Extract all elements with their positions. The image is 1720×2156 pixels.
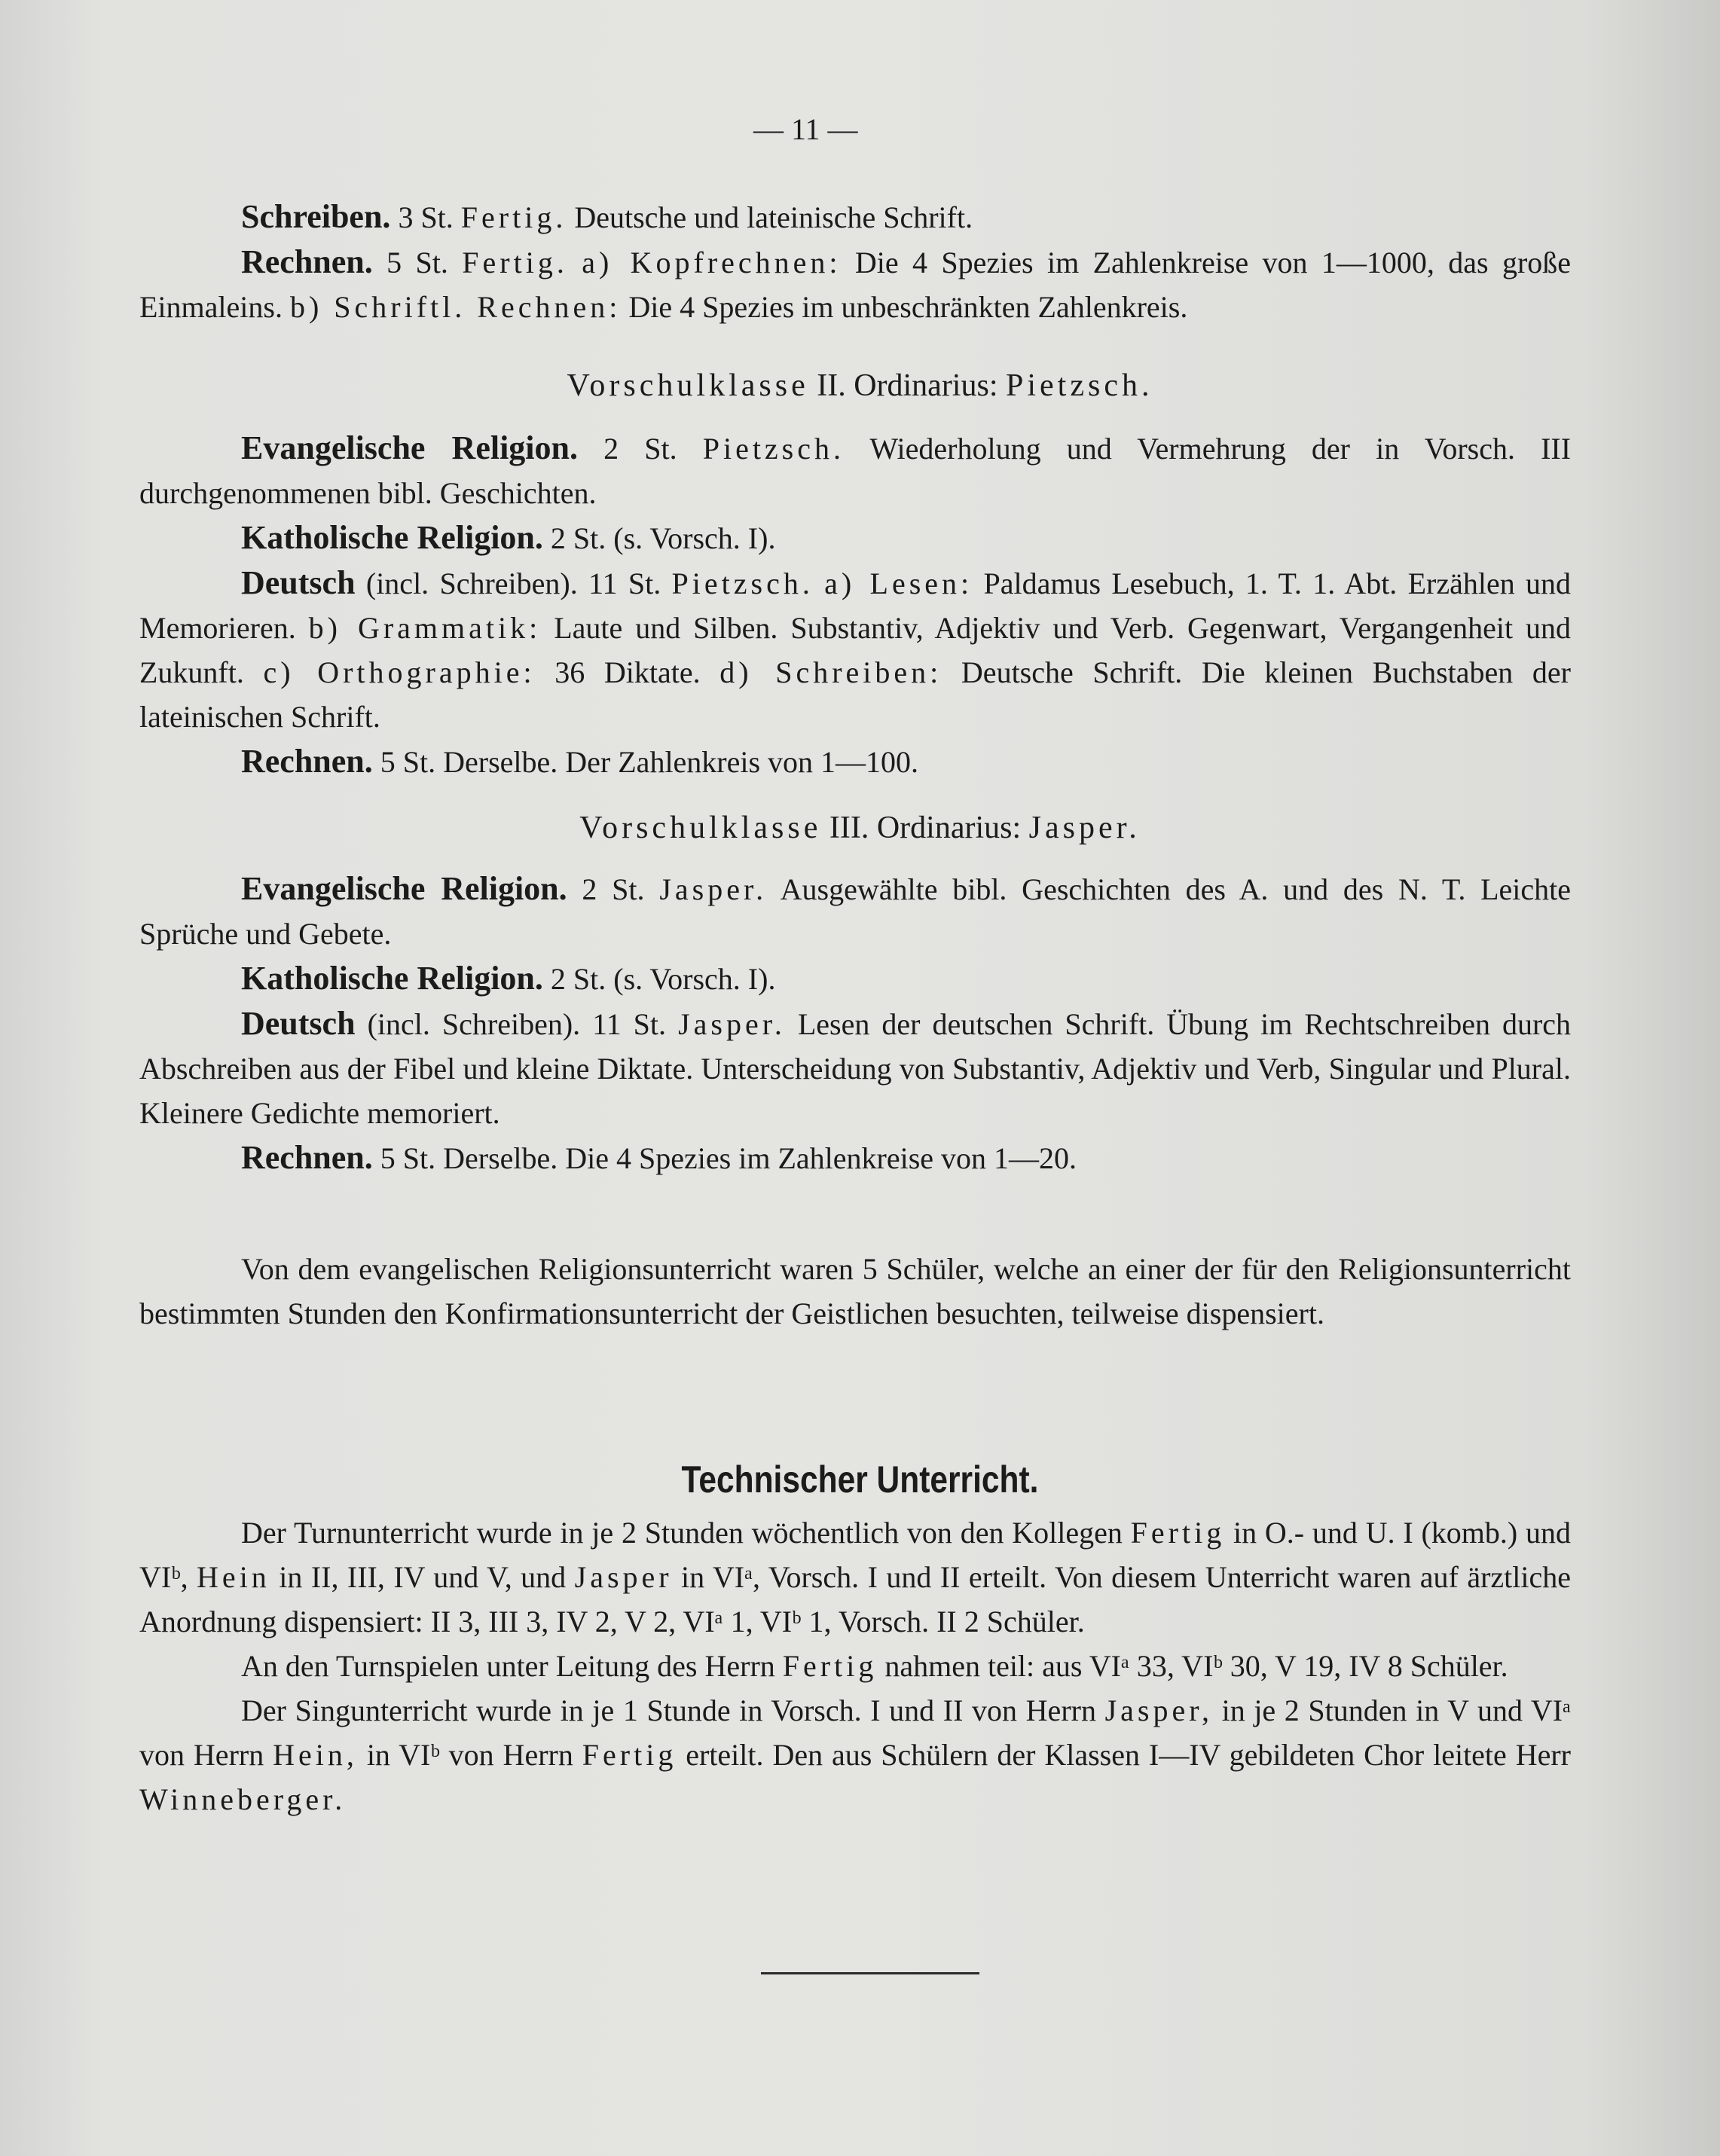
paragraph-deutsch bbox=[139, 560, 1571, 739]
teacher-name: Jasper, bbox=[1104, 1693, 1213, 1727]
paragraph-text: Laute und Silben. Substantiv, Adjektiv und Verb. Gegenwart, Vergangenheit und Zukunft. bbox=[139, 611, 1572, 689]
paragraph-text: Deutsche und lateinische Schrift. bbox=[574, 200, 973, 234]
paragraph-text: 36 Diktate. bbox=[554, 655, 701, 689]
label: b) Grammatik: bbox=[308, 611, 542, 645]
paragraph-text: (incl. Schreiben). 11 St. bbox=[367, 1007, 667, 1041]
paragraph-text: Die 4 Spezies im Zahlenkreise von 1—1000, das große Einmaleins. bbox=[139, 246, 1572, 324]
teacher-name: Hein bbox=[197, 1560, 270, 1594]
paragraph-text: in VIᵇ von Herrn bbox=[366, 1738, 573, 1772]
subject-title: Rechnen. bbox=[241, 1139, 373, 1176]
hours: 2 St. bbox=[603, 432, 677, 466]
page-number: — 11 — bbox=[753, 112, 858, 146]
teacher-name: Fertig bbox=[1130, 1516, 1226, 1550]
paragraph-rechnen bbox=[139, 1135, 1571, 1180]
subject-title: Katholische Religion. bbox=[241, 960, 543, 997]
heading-part: Vorschulklasse bbox=[579, 811, 822, 845]
heading-part: II. Ordinarius: bbox=[817, 368, 998, 403]
paragraph-deutsch bbox=[139, 1001, 1571, 1135]
heading-part: Jasper. bbox=[1028, 811, 1141, 845]
subject-title: Deutsch bbox=[241, 564, 356, 601]
paragraph-text: in II, III, IV und V, und bbox=[279, 1560, 567, 1594]
section-vorschulklasse-3 bbox=[139, 866, 1571, 1180]
paragraph-ev-religion bbox=[139, 426, 1571, 515]
label: b) Schriftl. Rechnen: bbox=[289, 290, 622, 324]
hours: 3 St. bbox=[398, 200, 454, 234]
heading-vorschulklasse-2 bbox=[0, 368, 1720, 404]
paragraph-text: Deutsche Schrift. Die kleinen Buchstaben der lateinischen Schrift. bbox=[139, 655, 1571, 734]
heading-part: Pietzsch. bbox=[1006, 368, 1153, 403]
label: a) Kopfrechnen: bbox=[582, 246, 842, 279]
paragraph-text: erteilt. Den aus Schülern der Klassen I—IV gebildeten Chor leitete Herr bbox=[686, 1738, 1571, 1772]
paragraph-text: in O.- und U. I (komb.) und VIᵇ, bbox=[139, 1516, 1572, 1594]
paragraph-rechnen bbox=[139, 739, 1571, 784]
teacher-name: Fertig. bbox=[460, 200, 567, 234]
label: c) Orthographie: bbox=[263, 655, 536, 689]
heading-part: III. Ordinarius: bbox=[829, 811, 1022, 845]
section-top bbox=[139, 194, 1571, 329]
subject-title: Evangelische Religion. bbox=[241, 429, 579, 466]
teacher-name: Jasper. bbox=[659, 872, 768, 906]
heading-part: Vorschulklasse bbox=[567, 368, 809, 403]
subject-title: Rechnen. bbox=[241, 743, 373, 780]
closing-rule bbox=[761, 1972, 979, 1974]
paragraph-text: 2 St. (s. Vorsch. I). bbox=[550, 962, 776, 996]
teacher-name: Pietzsch. bbox=[671, 566, 814, 600]
subject-title: Rechnen. bbox=[241, 243, 373, 280]
paragraph-text: in VIᵃ, Vorsch. I und II erteilt. Von diesem Unterricht waren auf ärztliche Anordnung dispensiert: II 3, III 3, IV 2, V 2, VIᵃ 1, VIᵇ 1, Vorsch. II 2 Schüler. bbox=[139, 1560, 1572, 1638]
hours: 5 St. bbox=[386, 246, 448, 279]
teacher-name: Winneberger. bbox=[139, 1782, 347, 1816]
teacher-name: Fertig bbox=[582, 1738, 677, 1772]
teacher-name: Hein, bbox=[273, 1738, 358, 1772]
teacher-name: Pietzsch. bbox=[702, 432, 845, 466]
paragraph-text: 5 St. Derselbe. Die 4 Spezies im Zahlenkreise von 1—20. bbox=[380, 1141, 1077, 1175]
paragraph-ev-religion bbox=[139, 866, 1571, 956]
paragraph-text: (incl. Schreiben). 11 St. bbox=[365, 566, 661, 600]
teacher-name: Fertig bbox=[782, 1649, 878, 1683]
teacher-name: Jasper. bbox=[678, 1007, 786, 1041]
paragraph-text: Der Turnunterricht wurde in je 2 Stunden wöchentlich von den Kollegen bbox=[241, 1516, 1123, 1550]
label: d) Schreiben: bbox=[719, 655, 942, 689]
paragraph-note: Von dem evangelischen Religionsunterricht waren 5 Schüler, welche an einer der für den Religionsunterricht bestimmten Stunden den Konfirmationsunterricht der Geistlichen besuchten, teilweise dispensiert. bbox=[139, 1252, 1571, 1330]
heading-vorschulklasse-3 bbox=[0, 810, 1720, 846]
paragraph-text: Lesen der deutschen Schrift. Übung im Rechtschreiben durch Abschreiben aus der Fibel und kleine Diktate. Unterscheidung von Substantiv, Adjektiv und Verb, Singular und Plural. Kleinere Gedichte memoriert. bbox=[139, 1007, 1572, 1130]
paragraph-text: An den Turnspielen unter Leitung des Herrn bbox=[241, 1649, 775, 1683]
subject-title: Evangelische Religion. bbox=[241, 870, 567, 907]
subject-title: Katholische Religion. bbox=[241, 519, 543, 556]
paragraph-text: Wiederholung und Vermehrung der in Vorsch. III durchgenommenen bibl. Geschichten. bbox=[139, 432, 1572, 510]
section-note bbox=[139, 1247, 1571, 1336]
paragraph-kath-religion bbox=[139, 956, 1571, 1001]
heading-technischer-unterricht: Technischer Unterricht. bbox=[681, 1458, 1039, 1501]
paragraph-text: 2 St. (s. Vorsch. I). bbox=[550, 521, 776, 555]
paragraph-turnunterricht bbox=[139, 1510, 1571, 1644]
paragraph-text: Die 4 Spezies im unbeschränkten Zahlenkreis. bbox=[628, 290, 1188, 324]
section-vorschulklasse-2 bbox=[139, 426, 1571, 784]
subject-title: Schreiben. bbox=[241, 198, 391, 235]
hours: 2 St. bbox=[582, 872, 645, 906]
paragraph-turnspiele bbox=[139, 1644, 1571, 1688]
paragraph-kath-religion bbox=[139, 515, 1571, 560]
paragraph-text: 5 St. Derselbe. Der Zahlenkreis von 1—100. bbox=[380, 745, 919, 779]
paragraph-text: in je 2 Stunden in V und VIᵃ von Herrn bbox=[139, 1693, 1572, 1772]
paragraph-text: nahmen teil: aus VIᵃ 33, VIᵇ 30, V 19, IV 8 Schüler. bbox=[884, 1649, 1508, 1683]
section-technischer-unterricht bbox=[139, 1510, 1571, 1822]
label: a) Lesen: bbox=[824, 566, 973, 600]
paragraph-rechnen bbox=[139, 240, 1571, 329]
paragraph-text: Der Singunterricht wurde in je 1 Stunde in Vorsch. I und II von Herrn bbox=[241, 1693, 1096, 1727]
paragraph-schreiben bbox=[139, 194, 1571, 240]
teacher-name: Fertig. bbox=[462, 246, 568, 279]
paragraph-text: Ausgewählte bibl. Geschichten des A. und des N. T. Leichte Sprüche und Gebete. bbox=[139, 872, 1572, 951]
paragraph-text: Paldamus Lesebuch, 1. T. 1. Abt. Erzählen und Memorieren. bbox=[139, 566, 1572, 645]
subject-title: Deutsch bbox=[241, 1005, 356, 1042]
teacher-name: Jasper bbox=[574, 1560, 673, 1594]
paragraph-singunterricht bbox=[139, 1688, 1571, 1822]
